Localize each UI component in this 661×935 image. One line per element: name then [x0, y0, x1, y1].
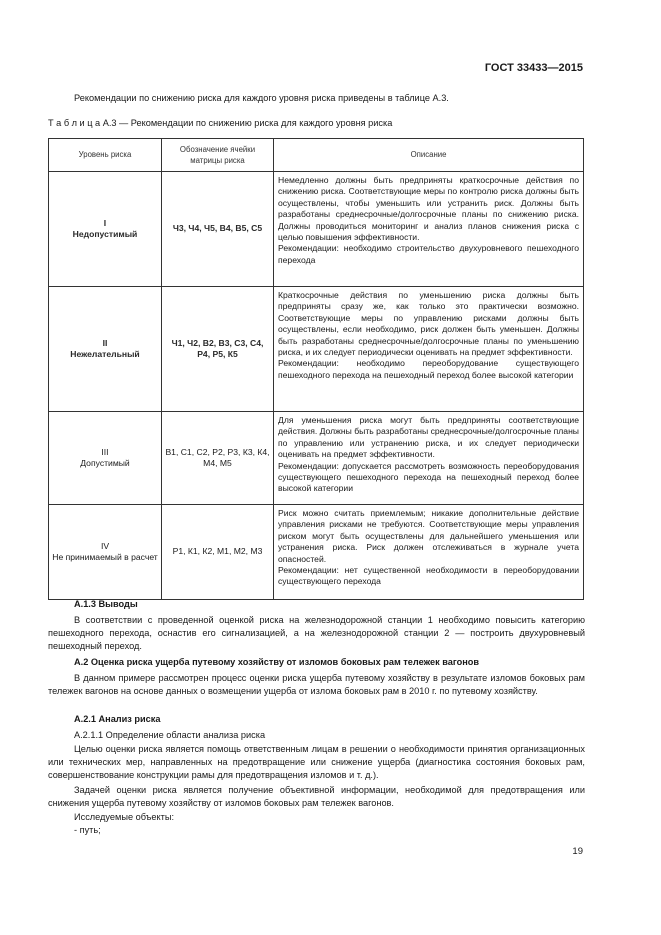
- matrix-cells: В1, С1, С2, Р2, Р3, К3, К4, М4, М5: [162, 412, 274, 505]
- recommendation-text: Рекомендации: необходимо строительство двухуровневого пешеходного перехода: [278, 243, 579, 265]
- objects-title: Исследуемые объекты:: [74, 812, 175, 822]
- description-text: Немедленно должны быть предприняты краткосрочные действия по снижению риска. Соответствующие меры по контролю риска должны быть осуществлены, чтобы уменьшить или устранить риск. Должны быть разработаны среднесрочные/долгосрочные планы по снижению риска. Должны проводиться мониторинг и анализ планов снижения риска с целью повышения эффективности.: [278, 175, 579, 243]
- header-matrix-cells: Обозначение ячейки матрицы риска: [162, 139, 274, 172]
- table-header-row: [49, 139, 584, 172]
- table-row: [49, 505, 584, 600]
- section-a211-text2: Задачей оценки риска является получение объективной информации, необходимой для предотвращения или снижения ущерба путевому хозяйству от изломов боковых рам тележек вагонов.: [48, 785, 585, 808]
- risk-level-name: Нежелательный: [70, 349, 140, 359]
- risk-recommendations-table: [48, 138, 584, 600]
- risk-level-number: IV: [100, 540, 110, 551]
- section-a21-title: А.2.1 Анализ риска: [74, 714, 161, 724]
- intro-paragraph: Рекомендации по снижению риска для каждого уровня риска приведены в таблице А.3.: [74, 93, 449, 103]
- description-text: Краткосрочные действия по уменьшению риска должны быть предприняты сразу же, как только это практически возможно. Соответствующие меры по управлению рисками должны быть осуществлены, если необходимо, риск должен быть уменьшен. Должны быть разработаны среднесрочные/долгосрочные планы по уменьшению риска, и их следует периодически оценивать на предмет эффективности.: [278, 290, 579, 358]
- risk-level-cell: [49, 505, 162, 600]
- risk-level-number: III: [101, 446, 109, 457]
- risk-level-cell: [49, 412, 162, 505]
- matrix-cells: Р1, К1, К2, М1, М2, М3: [162, 505, 274, 600]
- objects-item: - путь;: [74, 825, 101, 835]
- table-caption: Т а б л и ц а А.3 — Рекомендации по снижению риска для каждого уровня риска: [48, 118, 393, 128]
- risk-level-cell: [49, 172, 162, 287]
- risk-level-name: Недопустимый: [72, 229, 138, 239]
- header-risk-level: Уровень риска: [49, 139, 162, 172]
- matrix-cells: Ч1, Ч2, В2, В3, С3, С4, Р4, Р5, К5: [162, 287, 274, 412]
- table-row: [49, 172, 584, 287]
- risk-level-number: II: [102, 337, 108, 348]
- page-number: 19: [572, 846, 583, 857]
- recommendation-text: Рекомендации: нет существенной необходимости в переоборудовании существующего перехода: [278, 565, 579, 587]
- standard-code: ГОСТ 33433—2015: [484, 62, 583, 74]
- risk-level-name: Допустимый: [80, 458, 130, 468]
- section-a13-text: В соответствии с проведенной оценкой риска на железнодорожной станции 1 необходимо повысить категорию пешеходного перехода, оснастив его сигнализацией, а на железнодорожной станции 2 — построить двухуровневый пешеходный переход.: [48, 615, 585, 651]
- section-a211-text1: Целью оценки риска является помощь ответственным лицам в решении о необходимости принятия организационных или технических мер, направленных на предотвращение или снижение ущерба (диагностика состояния боковых рам, совершенствование конструкции рамы для предотвращения изломов и т. д.).: [48, 744, 585, 780]
- table-row: [49, 412, 584, 505]
- description-text: Риск можно считать приемлемым; никакие дополнительные действие управления рисками не требуются. Соответствующие меры управления риском могут быть осуществлены для дальнейшего уменьшения или устранения риска. Риск должен отслеживаться в журнале учета опасностей.: [278, 508, 579, 564]
- matrix-cells: Ч3, Ч4, Ч5, В4, В5, С5: [162, 172, 274, 287]
- risk-level-cell: [49, 287, 162, 412]
- section-a211-title: А.2.1.1 Определение области анализа риска: [74, 730, 266, 740]
- table-row: [49, 287, 584, 412]
- section-a13-title: А.1.3 Выводы: [74, 599, 138, 609]
- risk-level-number: I: [103, 217, 107, 228]
- description-cell: [274, 172, 584, 287]
- recommendation-text: Рекомендации: необходимо переоборудование существующего пешеходного перехода на пешеходный переход более высокой категории: [278, 358, 579, 380]
- recommendation-text: Рекомендации: допускается рассмотреть возможность переоборудования существующего пешеходного перехода на пешеходный переход более высокой категории: [278, 460, 579, 494]
- section-a2-title: А.2 Оценка риска ущерба путевому хозяйству от изломов боковых рам тележек вагонов: [74, 657, 480, 667]
- section-a2-text: В данном примере рассмотрен процесс оценки риска ущерба путевому хозяйству в результате изломов боковых рам тележек вагонов на основе данных о возмещении ущерба от излома боковых рам в 2010 г. по путевому хозяйству.: [48, 673, 585, 696]
- description-cell: [274, 505, 584, 600]
- description-cell: [274, 287, 584, 412]
- header-description: Описание: [274, 139, 584, 172]
- description-text: Для уменьшения риска могут быть предприняты соответствующие действия. Должны быть разработаны среднесрочные/долгосрочные планы по управлению или устранению риска, и их следует периодически оценивать на предмет эффективности.: [278, 415, 579, 460]
- risk-level-name: Не принимаемый в расчет: [52, 552, 158, 562]
- description-cell: [274, 412, 584, 505]
